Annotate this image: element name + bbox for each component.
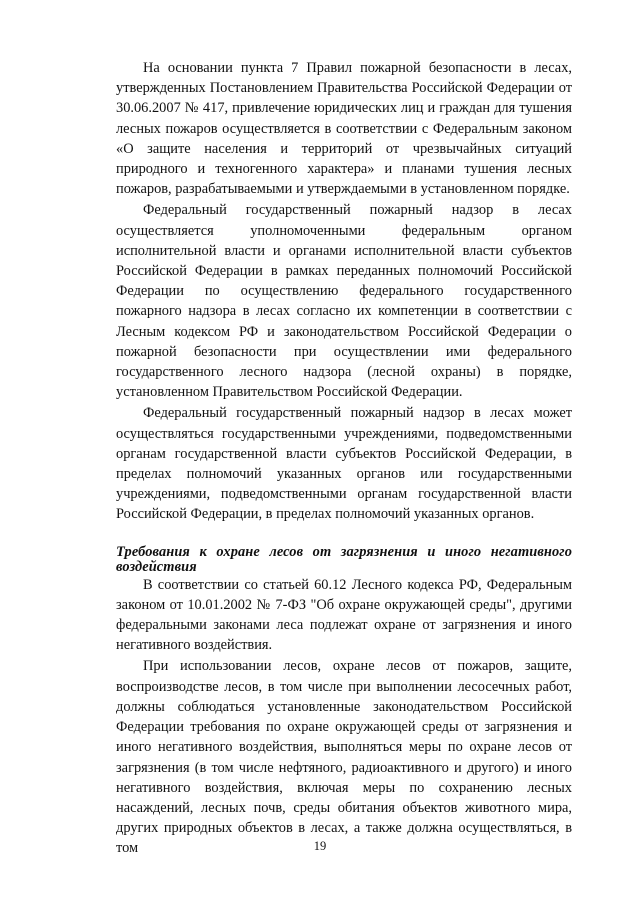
paragraph-fire-extinguishing-involvement: На основании пункта 7 Правил пожарной безопасности в лесах, утвержденных Постановлением Правительства Российской Федерации от 30.06.2007 № 417, привлечение юридических лиц и граждан для тушения лесных пожаров осуществляется в соответствии с Федеральным законом «О защите населения и территорий от чрезвычайных ситуаций природного и техногенного характера» и планами тушения лесных пожаров, разрабатываемыми и утверждаемыми в установленном порядке. <box>116 60 572 198</box>
paragraph-forest-use-requirements: При использовании лесов, охране лесов от пожаров, защите, воспроизводстве лесов, в том числе при выполнении лесосечных работ, должны соблюдаться установленные законодательством Российской Федерации требования по охране окружающей среды от загрязнения и иного негативного воздействия, выполняться меры по охране лесов от загрязнения (в том числе нефтяного, радиоактивного и другого) и иного негативного воздействия, включая меры по сохранению лесных насаждений, лесных почв, среды обитания объектов животного мира, других природных объектов в лесах, а также должна осуществляться, в том <box>116 658 572 857</box>
paragraph-protection-from-pollution: В соответствии со статьей 60.12 Лесного кодекса РФ, Федеральным законом от 10.01.2002 № 7-ФЗ "Об охране окружающей среды", другими федеральными законами леса подлежат охране от загрязнения и иного негативного воздействия. <box>116 576 572 654</box>
page-number: 19 <box>313 839 327 853</box>
document-page <box>116 58 572 860</box>
section-heading: Требования к охране лесов от загрязнения и иного негативного воздействия <box>116 543 572 575</box>
paragraph-federal-fire-supervision: Федеральный государственный пожарный надзор в лесах осуществляется уполномоченными федеральным органом исполнительной власти и органами исполнительной власти субъектов Российской Федерации в рамках переданных полномочий Российской Федерации по осуществлению федерального государственного пожарного надзора в лесах согласно их компетенции в соответствии с Лесным кодексом РФ и законодательством Российской Федерации о пожарной безопасности при осуществлении ими федерального государственного лесного надзора (лесной охраны) в порядке, установленном Правительством Российской Федерации. <box>116 202 572 401</box>
paragraph-supervision-by-institutions: Федеральный государственный пожарный надзор в лесах может осуществляться государственными учреждениями, подведомственными органам государственной власти субъектов Российской Федерации, в пределах полномочий указанных органов или государственными учреждениями, подведомственными органам государственной власти Российской Федерации, в пределах полномочий указанных органов. <box>116 405 572 523</box>
